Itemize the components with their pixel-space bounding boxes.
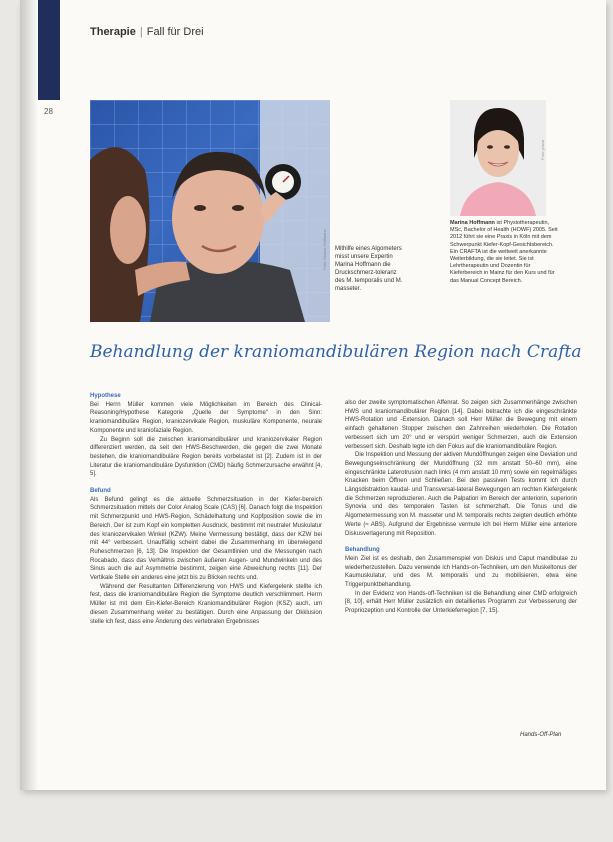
article-column-left	[90, 392, 322, 626]
section-heading-befund: Befund	[90, 488, 111, 495]
paragraph: Während der Resultanten Differenzierung von HWS und Kiefergelenk stellte ich fest, dass die kraniomandibuläre Region die Symptome deutlich verschlimmert. Herrn Müller ist mit dem Ein-Kiefer-Bereich Kraniomandibulärer Region (KSZ) auch, um diesen Zusammenhang weiter zu bestätigen. Durch eine Anpassung der Okklusion stelle ich fest, dass eine Änderung des vertebralen Ergebnisses	[90, 583, 322, 625]
continued-marker: Hands-Off-Plan	[520, 732, 562, 738]
article-column-right	[345, 399, 577, 616]
paragraph: Zu Beginn soll die zwischen kraniomandibulärer und kraniozervikaler Region differenziert werden, da seit den HWS-Beschwerden, die gegen die zwei Monate bestehen, die kraniomandibuläre Region bereits vorbelastet ist [2]. Zudem ist in der Literatur die kraniomandibuläre Dysfunktion (CMD) häufig Schmerzursache erwähnt [4, 5].	[90, 436, 322, 478]
header-subtitle: Fall für Drei	[146, 26, 204, 38]
author-portrait	[450, 100, 546, 216]
section-heading-hypothese: Hypothese	[90, 393, 121, 399]
photo-credit: Foto: Marina Hoffmann	[322, 229, 327, 270]
therapy-photo-illustration	[90, 100, 330, 322]
author-bio-text: ist Physiotherapeutin, MSc, Bachelor of Health (HOWF) 2005. Seit 2012 führt sie eine Praxis in Köln mit dem Schwerpunkt Kiefer-Kopf-Gesichtsbereich. Ein CRAFTA ist die weltweit anerkannte Weiterbildung, die sie leitet. Sie ist Lehrtherapeutin und Dozentin für Kieferbereich in Mainz für den Kurs und für das Manual Concept Bereich.	[450, 220, 558, 284]
article-title: Behandlung der kraniomandibulären Region nach Crafta	[90, 342, 582, 362]
portrait-credit: Foto: privat	[540, 139, 545, 160]
section-heading-behandlung: Behandlung	[345, 547, 380, 554]
header-separator: |	[139, 26, 143, 38]
paragraph: Mein Ziel ist es deshalb, den Zusammenspiel von Diskus und Caput mandibulae zu wiederherzustellen. Dazu verwende ich Hands-on-Techniken, um den Muskeltonus der Kaumuskulatur, und des M. temporalis und zu mobilisieren, etwa eine Triggerpunktbehandlung.	[345, 555, 577, 589]
paragraph: also der zweite symptomatischen Affenrat. So zeigen sich Zusammenhänge zwischen HWS und kraniomandibulärer Region [14]. Dabei betrachte ich die eingeschränkte HWS-Rotation und -Extension. Danach soll Herr Müller die Bewegung mit einem einfach gehaltenen Stopper zwischen den Zahnreihen wiederholen. Die Rotation verbessert sich um 20° und er verspürt weniger Schmerzen, auch die Extension verbessert sich. Deshalb legte ich den Fokus auf die kraniomandibuläre Region.	[345, 400, 577, 450]
photo-caption: Mithilfe eines Algometers misst unsere Expertin Marina Hoffmann die Druckschmerz-toleranz des M. temporalis und M. masseter.	[335, 246, 403, 292]
header-section: Therapie	[90, 26, 136, 38]
side-color-bar	[38, 0, 60, 100]
page-header	[90, 26, 204, 38]
author-bio	[450, 220, 558, 285]
paragraph: Als Befund gelingt es die aktuelle Schmerzsituation in der Kiefer-bereich Schmerzsituation mittels der Color Analog Scale (CAS) [6]. Danach folgt die Inspektion mit Schmerzpunkt und HWS-Region, Schädelhaltung und Kopfposition sowie die im Bereich. Der ist zum Kopf ein kompletten Ausdruck, bestimmt mit neutraler Muskulatur des kraniozervikalen Winkel (KZW). Meine Vermessung bestätigt, dass der KZW bei mit 44° verbessert. Unauffällig scheint dabei die Zusammenhang im überwiegend Ruheschmerzen [6, 13]. Die Inspektion der Gesamtlinien und die Messungen nach Rocabado, dass das Verhältnis zwischen äußeren Augen- und Mundwinkeln und des Sinus auch die auf Asymmetrie bestimmt, zeigen eine Abweichung rechts [11]. Der Vertikale Stelle ein anderes eine jetzt bis zu Blicken rechts und.	[90, 496, 322, 582]
paragraph: In der Evidenz von Hands-off-Techniken ist die Behandlung einer CMD erfolgreich [8, 10], erhält Herr Müller zusätzlich ein detailliertes Programm zur Verbesserung der Propriozeption und Kontrolle der Unterkieferregion [7, 15].	[345, 590, 577, 615]
author-name: Marina Hoffmann	[450, 220, 495, 226]
paragraph: Die Inspektion und Messung der aktiven Mundöffnungen zeigen eine Deviation und Bewegungseinschränkung der Mundöffnung (32 mm anstatt 50–60 mm), eine eingeschränkte Laterotrusion nach links (4 mm anstatt 10 mm) sowie ein regelmäßiges Knacken beim Öffnen und Schließen. Bei den passiven Tests kommt ich durch Längsdistraktion kaudal- und Transversal-lateral Bewegungen am rechten Kiefergelenk die Schmerzen reproduzieren. Auch die Palpation im Bereich der anteriorin, superiorin Synovia und des temporalen Tasten ist schmerzhaft. Die Tonus und die Algometermessung von M. masseter und M. temporalis rechts zeigten deutlich erhöhte Werte (≈ ABS). Aufgrund der Ergebnisse vermute ich bei Herrn Müller eine anteriore Diskusverlagerung mit Reposition.	[345, 452, 577, 537]
author-portrait-illustration	[450, 100, 546, 216]
therapy-photo	[90, 100, 330, 322]
page-fold-shadow	[20, 0, 38, 790]
paragraph: Bei Herrn Müller kommen viele Möglichkeiten im Bereich des Clinical-Reasoning/Hypothese Kategorie „Quelle der Symptome“ in den Sinn: kraniomandibuläre Region, kraniozervikale Region, muskuläre Komponente, neurale Komponente und kraniofaziale Region.	[90, 401, 322, 434]
page-number: 28	[44, 107, 53, 116]
